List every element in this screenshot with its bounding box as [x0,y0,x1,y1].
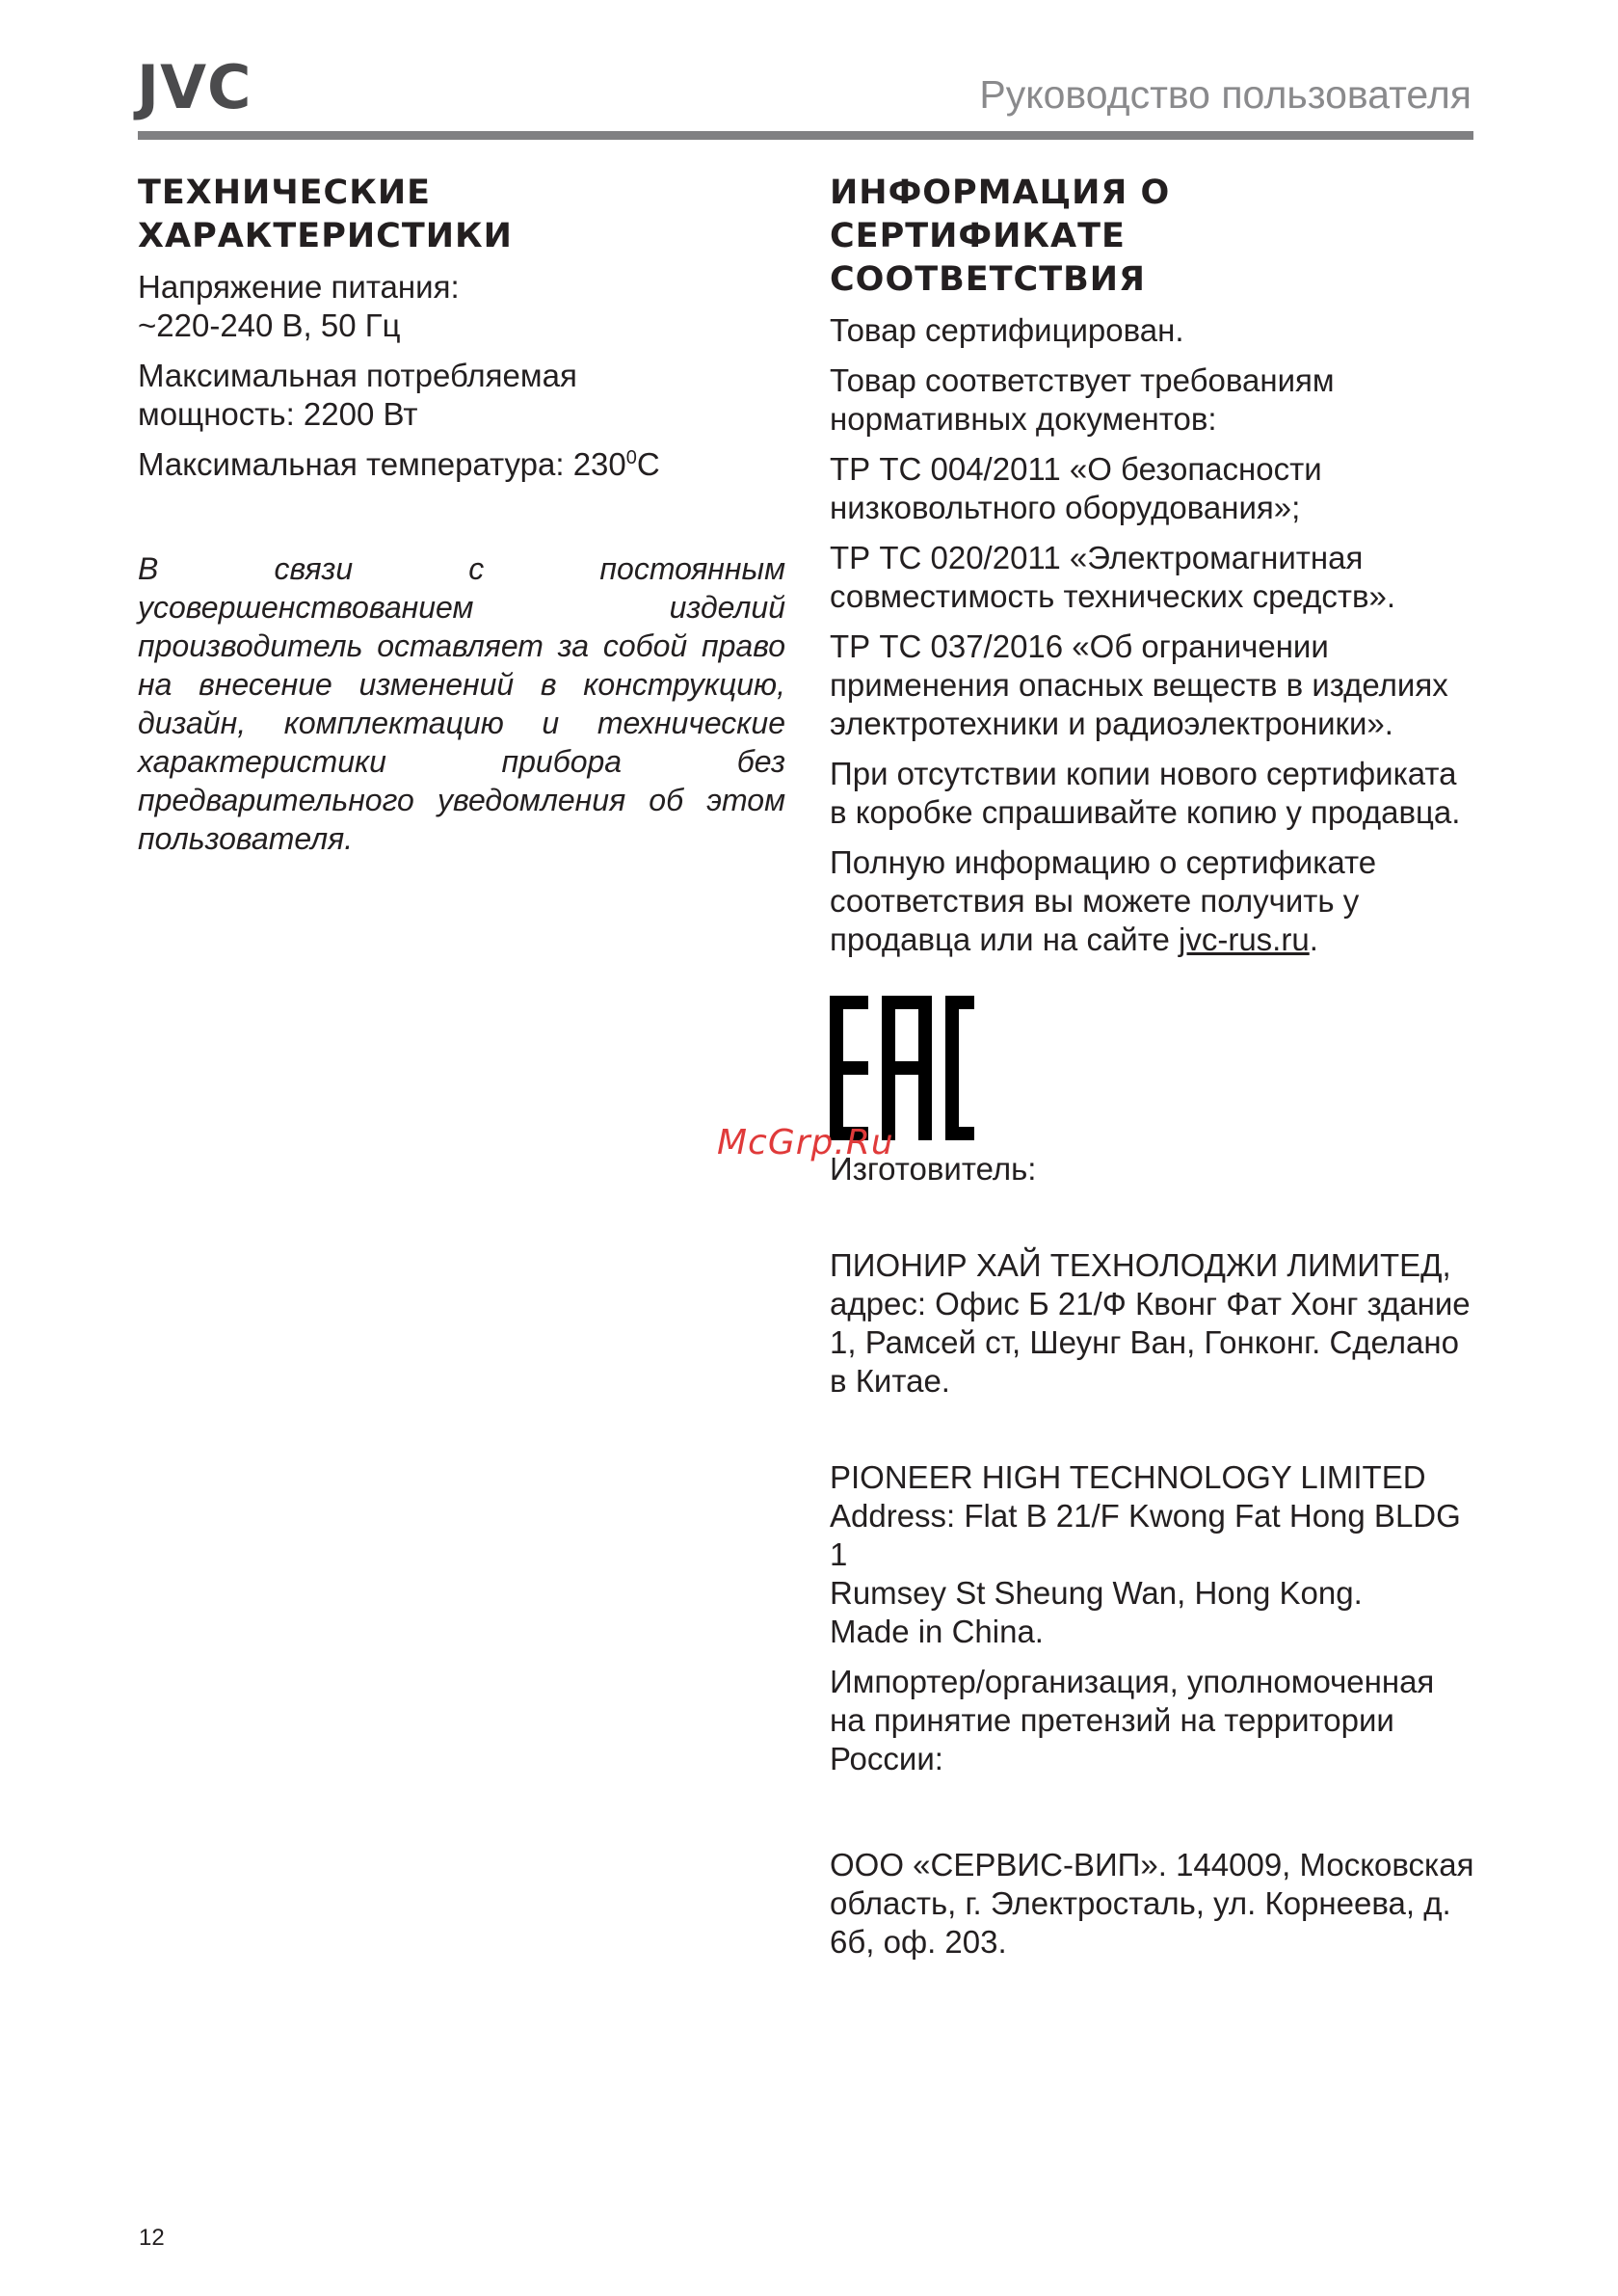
specs-heading: ТЕХНИЧЕСКИЕ ХАРАКТЕРИСТИКИ [138,174,513,255]
voltage-label: Напряжение питания: [138,269,460,305]
header-divider [138,131,1473,140]
spacer [830,1412,1477,1458]
degree-superscript: 0 [625,447,637,468]
manufacturer-en-line-4: Made in China. [830,1614,1044,1649]
certificate-heading-line-1: ИНФОРМАЦИЯ О СЕРТИФИКАТЕ [830,174,1171,255]
voltage-value: ~220-240 В, 50 Гц [138,307,401,343]
watermark: McGrp.Ru [717,1123,894,1162]
temperature-spec [138,445,785,484]
regulation-037: ТР ТС 037/2016 «Об ограничении применения опасных веществ в изделиях электротехники и радиоэлектроники». [830,628,1448,741]
power-line-2: мощность: 2200 Вт [138,396,418,432]
header-title: Руководство пользователя [979,72,1472,117]
spacer [830,1790,1477,1846]
brand-logo: JVC [137,52,252,122]
importer-label: Импортер/организация, уполномоченная на принятие претензий на территории России: [830,1664,1435,1776]
eac-mark-icon [830,996,974,1140]
specs-column [138,172,785,889]
certificate-info-note [830,843,1477,959]
certificate-info-text: Полную информацию о сертификате соответствия вы можете получить у продавца или на сайте [830,844,1377,957]
certificate-column [830,172,1477,1973]
website-link[interactable]: jvc-rus.ru [1179,921,1310,957]
manufacturer-en-line-1: PIONEER HIGH TECHNOLOGY LIMITED [830,1459,1426,1495]
certified-statement: Товар сертифицирован. [830,312,1184,348]
manufacturer-notice: В связи с постоянным усовершенствованием изделий производитель оставляет за собой право на внесение изменений в конструкцию, дизайн, комплектацию и технические характеристики прибора без предварительного уведомления об этом пользователя. [138,551,785,856]
certificate-heading-line-2: СООТВЕТСТВИЯ [830,260,1147,299]
manufacturer-en-line-2: Address: Flat B 21/F Kwong Fat Hong BLDG 1 [830,1498,1461,1572]
compliance-statement: Товар соответствует требованиям нормативных документов: [830,362,1335,437]
page-number: 12 [139,2225,165,2251]
temperature-label: Максимальная температура: 230 [138,446,626,482]
power-spec [138,357,785,434]
manufacturer-address-en [830,1458,1477,1651]
certificate-copy-note: При отсутствии копии нового сертификата в коробке спрашивайте копию у продавца. [830,756,1461,830]
certificate-info-end: . [1309,921,1318,957]
manufacturer-en-line-3: Rumsey St Sheung Wan, Hong Kong. [830,1575,1363,1611]
importer-address: ООО «СЕРВИС-ВИП». 144009, Московская область, г. Электросталь, ул. Корнеева, д. 6б, оф. 203. [830,1847,1474,1960]
manufacturer-label: Изготовитель: [830,1151,1037,1187]
temperature-unit: C [636,446,660,482]
regulation-020: ТР ТС 020/2011 «Электромагнитная совместимость технических средств». [830,540,1396,614]
power-line-1: Максимальная потребляемая [138,358,577,393]
certificate-heading [830,172,1477,302]
manufacturer-address-ru: ПИОНИР ХАЙ ТЕХНОЛОДЖИ ЛИМИТЕД, адрес: Офис Б 21/Ф Квонг Фат Хонг здание 1, Рамсей ст, Шеунг Ван, Гонконг. Сделано в Китае. [830,1247,1471,1399]
spacer [830,1200,1477,1246]
voltage-spec [138,268,785,345]
regulation-004: ТР ТС 004/2011 «О безопасности низковольтного оборудования»; [830,451,1322,525]
